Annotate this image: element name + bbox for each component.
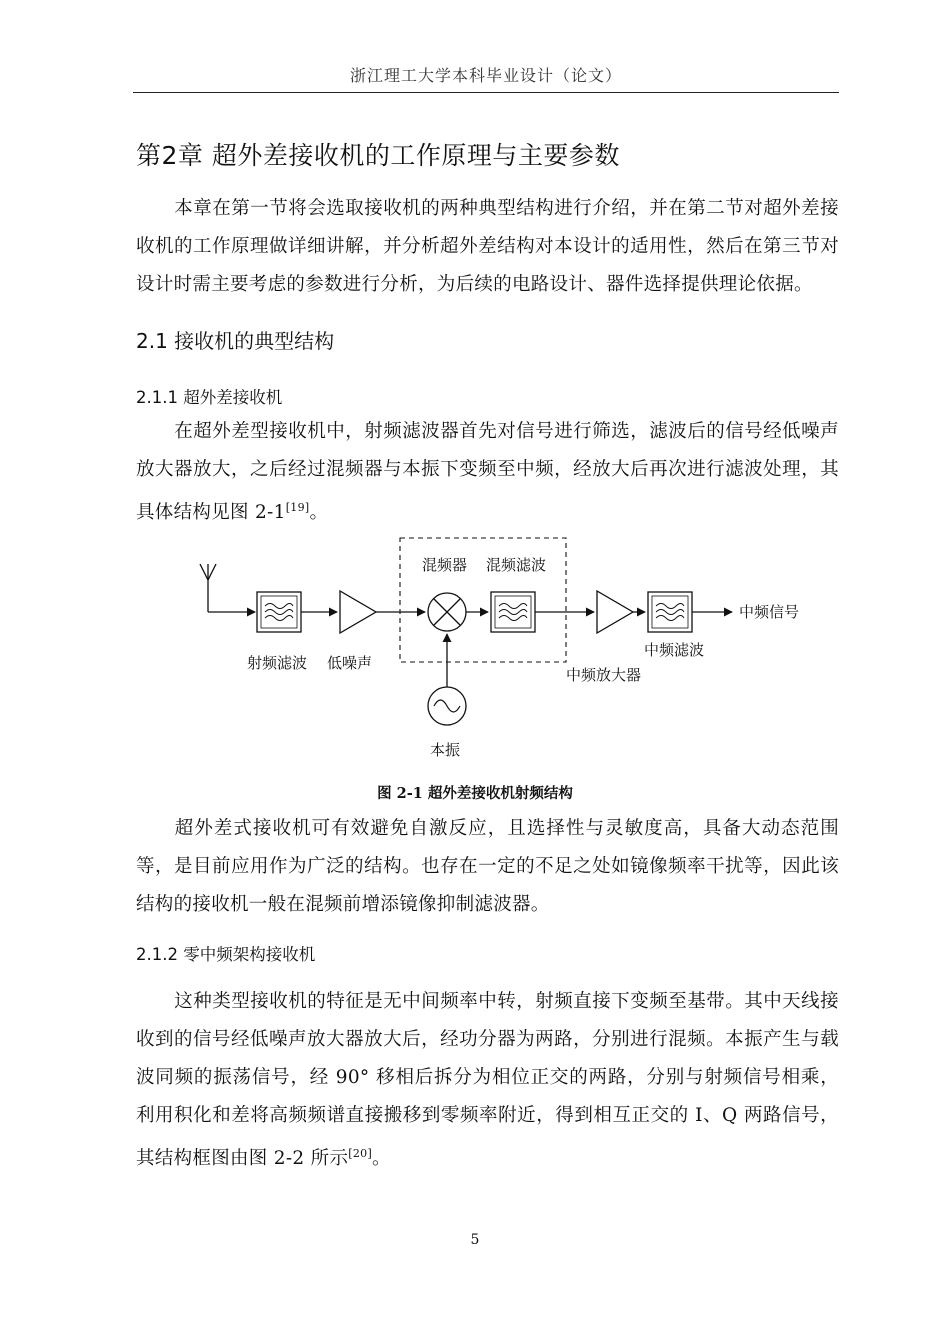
superhet-block-diagram <box>180 530 820 765</box>
citation-20: [20] <box>348 1147 373 1160</box>
zero-if-text: 这种类型接收机的特征是无中间频率中转，射频直接下变频至基带。其中天线接收到的信号经低噪声放大器放大后，经功分器为两路，分别进行混频。本振产生与载波同频的振荡信号，经 90° 移相后拆分为相位正交的两路，分别与射频信号相乘，利用积化和差将高频频谱直接搬移到零频率附近，得到相互正交的 I、Q 两路信号，其结构框图由图 2-2 所示 <box>136 991 839 1170</box>
mixer-icon <box>428 593 466 631</box>
zero-if-end: 。 <box>372 1148 391 1170</box>
page-header: 浙江理工大学本科毕业设计（论文） <box>133 62 839 93</box>
citation-19: [19] <box>285 501 310 514</box>
subsection-title-2-1-2: 2.1.2 零中频架构接收机 <box>136 945 316 964</box>
intro-paragraph <box>136 190 839 304</box>
label-rf-filter: 射频滤波 <box>247 654 308 672</box>
intro-text: 本章在第一节将会选取接收机的两种典型结构进行介绍，并在第二节对超外差接收机的工作原理做详细讲解，并分析超外差结构对本设计的适用性，然后在第三节对设计时需主要考虑的参数进行分析，为后续的电路设计、器件选择提供理论依据。 <box>136 198 839 295</box>
superhet-summary-paragraph <box>136 810 839 924</box>
lna-amplifier-icon <box>340 591 376 633</box>
label-lna: 低噪声 <box>327 654 373 672</box>
superhet-summary-text: 超外差式接收机可有效避免自激反应，且选择性与灵敏度高，具备大动态范围等，是目前应用作为广泛的结构。也存在一定的不足之处如镜像频率干扰等，因此该结构的接收机一般在混频前增添镜像抑制滤波器。 <box>136 818 839 915</box>
antenna-icon <box>200 564 216 612</box>
label-if-signal: 中频信号 <box>739 603 800 621</box>
local-oscillator-icon <box>428 687 466 725</box>
if-amplifier-icon <box>597 591 633 633</box>
superhet-text: 在超外差型接收机中，射频滤波器首先对信号进行筛选，滤波后的信号经低噪声放大器放大，之后经过混频器与本振下变频至中频，经放大后再次进行滤波处理，其具体结构见图 2-1 <box>136 421 839 524</box>
label-lo: 本振 <box>430 741 461 759</box>
label-if-filter: 中频滤波 <box>644 641 705 659</box>
label-mixer: 混频器 <box>422 556 468 574</box>
if-filter-block <box>648 592 692 632</box>
figure-caption: 图 2-1 超外差接收机射频结构 <box>377 785 573 802</box>
superhet-paragraph <box>136 413 839 532</box>
mixer-filter-block <box>491 592 535 632</box>
label-mixer-filter: 混频滤波 <box>486 556 547 574</box>
superhet-end: 。 <box>309 502 329 524</box>
zero-if-paragraph <box>136 983 839 1178</box>
page-number: 5 <box>470 1232 480 1248</box>
subsection-title-2-1-1: 2.1.1 超外差接收机 <box>136 388 283 407</box>
chapter-title: 第2章 超外差接收机的工作原理与主要参数 <box>136 141 620 170</box>
label-if-amp: 中频放大器 <box>566 666 642 684</box>
section-title-2-1: 2.1 接收机的典型结构 <box>136 329 335 353</box>
rf-filter-block <box>257 592 301 632</box>
